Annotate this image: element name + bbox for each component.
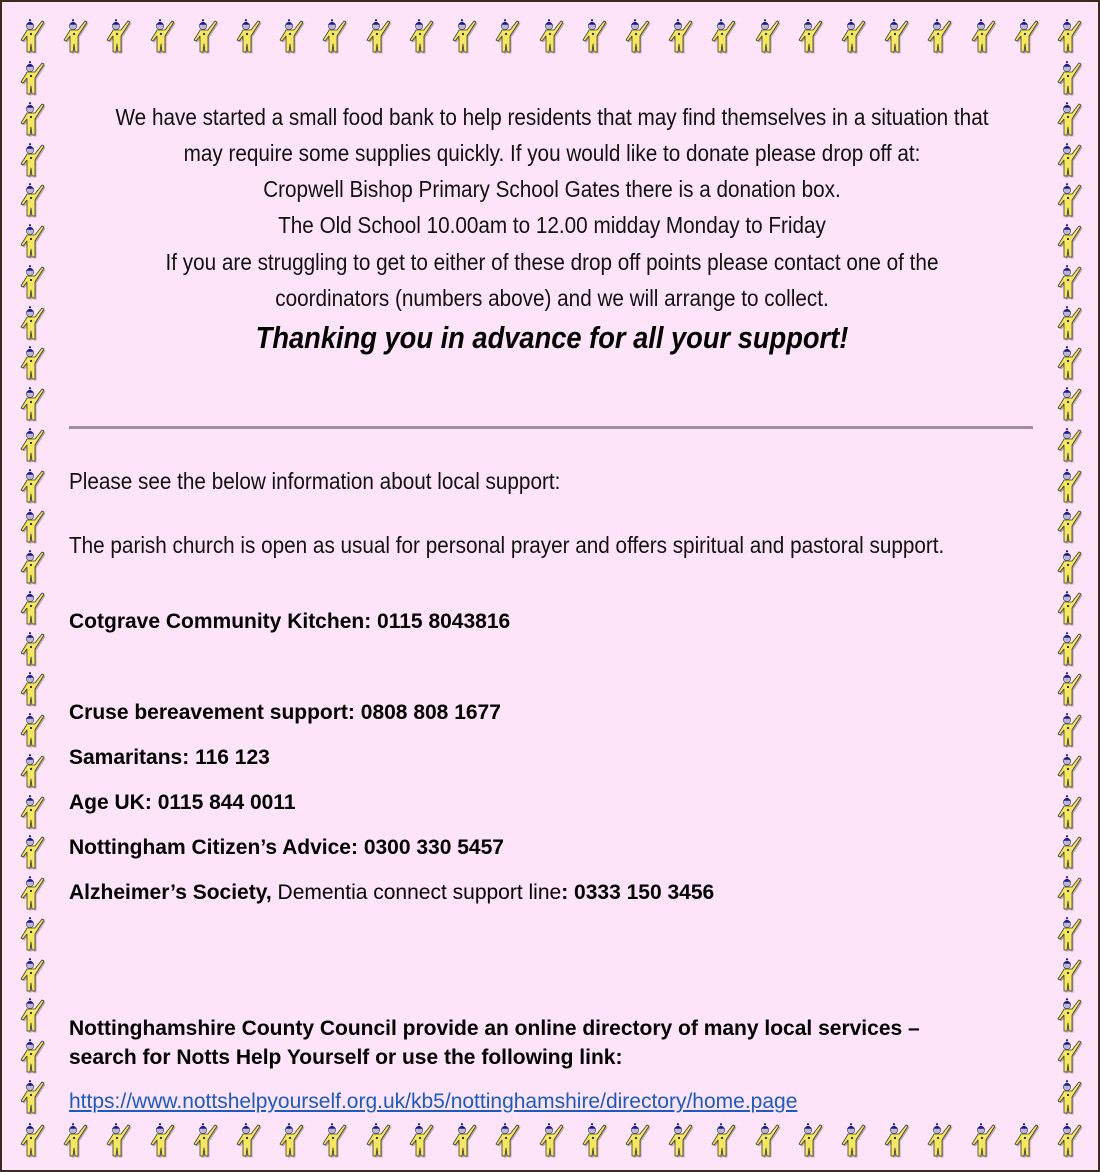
intro-line: If you are struggling to get to either of these drop off points please contact one of the	[165, 249, 939, 275]
contact-number: 0300 330 5457	[363, 836, 504, 859]
contact-cruse	[69, 701, 501, 725]
local-support-heading: Please see the below information about local support:	[69, 468, 561, 494]
contact-age-uk	[69, 791, 296, 815]
contact-name: Nottingham Citizen’s Advice:	[69, 836, 358, 859]
contact-number: 0808 808 1677	[360, 701, 501, 724]
intro-line: Cropwell Bishop Primary School Gates there is a donation box.	[263, 176, 841, 202]
contact-cotgrave-kitchen	[69, 610, 510, 634]
contact-name: Cotgrave Community Kitchen:	[69, 610, 372, 633]
contact-name: Cruse bereavement support:	[69, 701, 355, 724]
flyer-content	[2, 2, 1098, 1170]
contact-number: 0333 150 3456	[574, 881, 715, 904]
church-info: The parish church is open as usual for personal prayer and offers spiritual and pastoral support.	[69, 532, 945, 558]
intro-line: The Old School 10.00am to 12.00 midday Monday to Friday	[278, 212, 826, 238]
notts-help-yourself-link[interactable]: https://www.nottshelpyourself.org.uk/kb5/nottinghamshire/directory/home.page	[69, 1090, 798, 1113]
contact-alzheimers	[69, 881, 714, 905]
section-divider	[69, 426, 1033, 429]
intro-line: We have started a small food bank to help residents that may find themselves in a situation that	[115, 104, 989, 130]
contact-name: Alzheimer’s Society,	[69, 881, 272, 904]
council-info-line-1: Nottinghamshire County Council provide an online directory of many local services –	[69, 1017, 920, 1040]
council-info-line-2: search for Notts Help Yourself or use the following link:	[69, 1046, 623, 1069]
contact-citizens-advice	[69, 836, 504, 860]
contact-name: Samaritans:	[69, 746, 190, 769]
contact-detail: Dementia connect support line	[271, 881, 562, 904]
intro-line: coordinators (numbers above) and we will arrange to collect.	[275, 285, 829, 311]
contact-number: 116 123	[195, 746, 270, 769]
contact-number: 0115 8043816	[377, 610, 511, 633]
thanks-message: Thanking you in advance for all your support!	[255, 320, 849, 355]
contact-samaritans	[69, 746, 270, 770]
contact-number: 0115 844 0011	[157, 791, 296, 814]
intro-line: may require some supplies quickly. If you would like to donate please drop off at:	[183, 140, 921, 166]
contact-colon: :	[561, 881, 569, 904]
contact-name: Age UK:	[69, 791, 152, 814]
